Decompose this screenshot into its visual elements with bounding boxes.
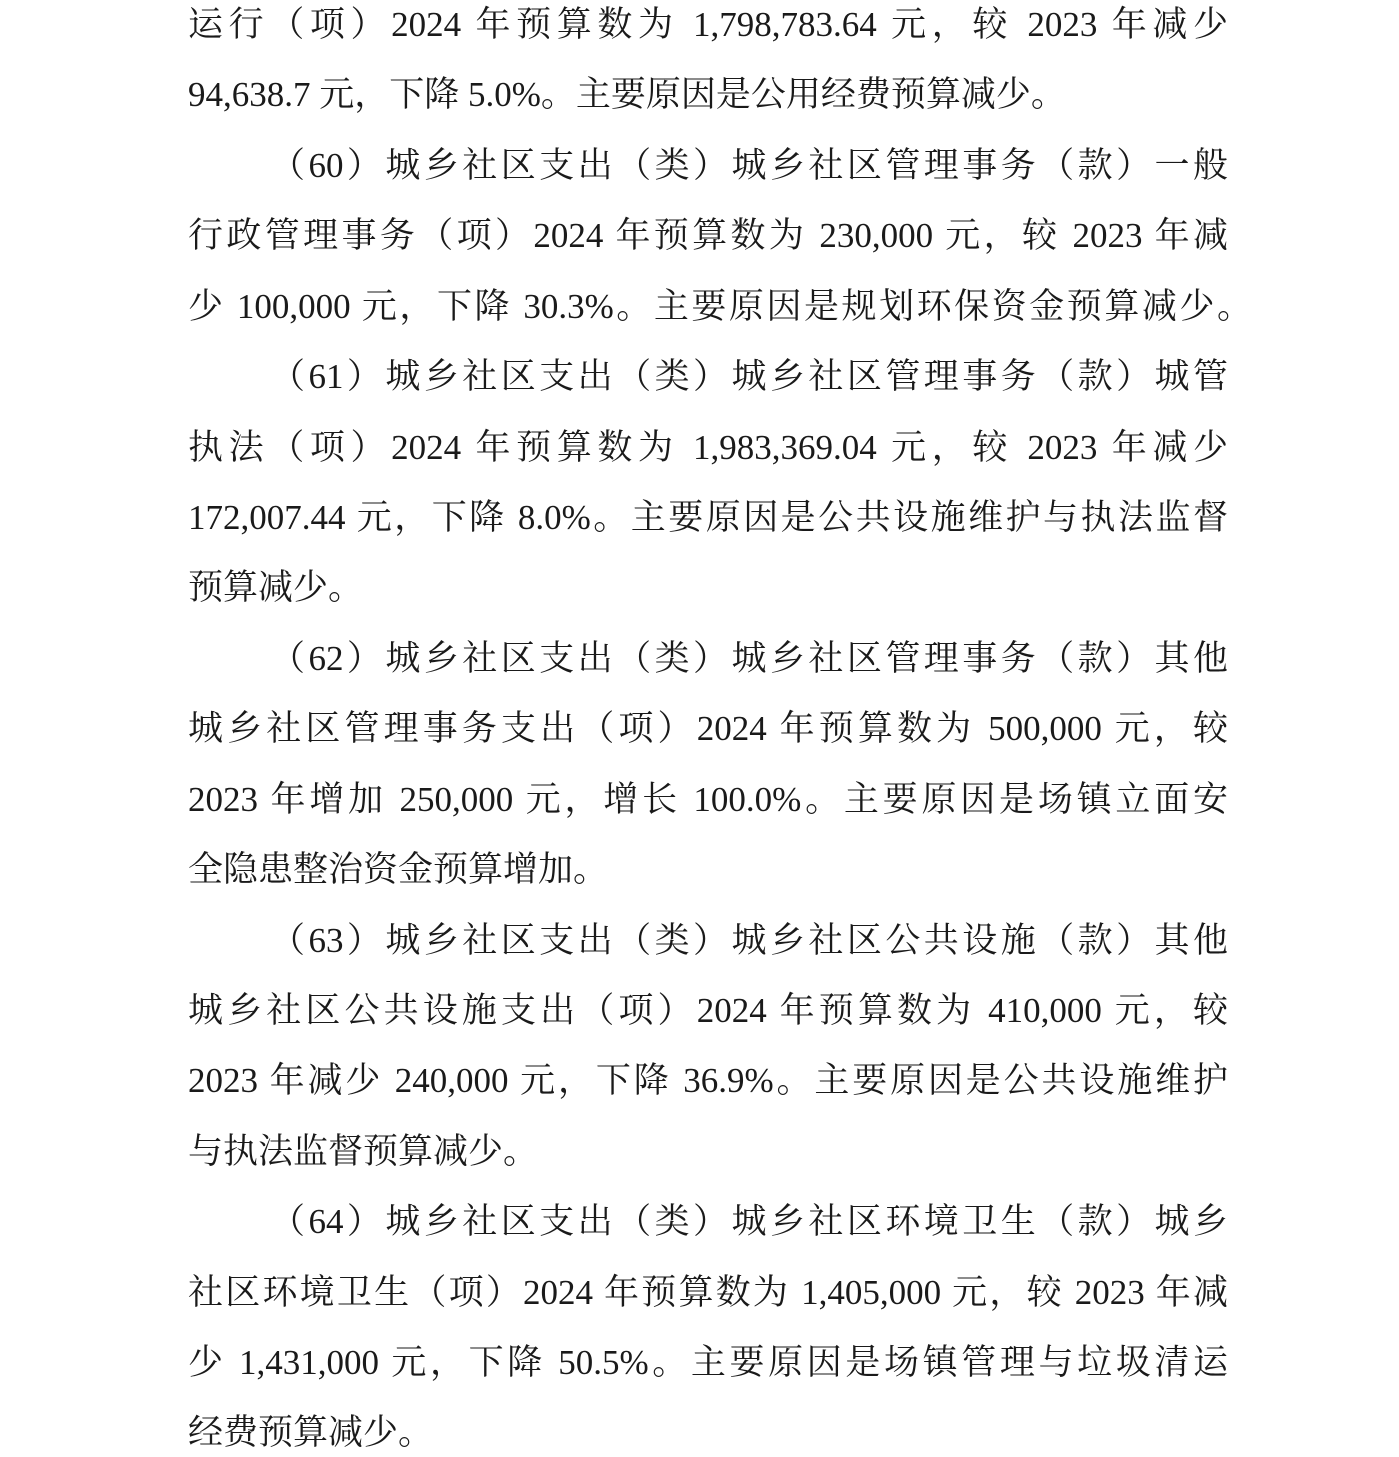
paragraph-64-line-2: 社区环境卫生（项）2024 年预算数为 1,405,000 元，较 2023 年减 <box>188 1273 1228 1312</box>
paragraph-63-line-2: 城乡社区公共设施支出（项）2024 年预算数为 410,000 元，较 <box>188 991 1228 1030</box>
paragraph-64-line-4: 经费预算减少。 <box>188 1413 434 1452</box>
paragraph-64-line-1: （64）城乡社区支出（类）城乡社区环境卫生（款）城乡 <box>270 1202 1228 1241</box>
paragraph-60-line-1: （60）城乡社区支出（类）城乡社区管理事务（款）一般 <box>270 146 1228 185</box>
paragraph-59-line-1: 运行（项）2024 年预算数为 1,798,783.64 元，较 2023 年减少 <box>188 5 1228 44</box>
paragraph-61-line-3: 172,007.44 元，下降 8.0%。主要原因是公共设施维护与执法监督 <box>188 498 1228 537</box>
paragraph-63-line-3: 2023 年减少 240,000 元，下降 36.9%。主要原因是公共设施维护 <box>188 1061 1228 1100</box>
paragraph-60-line-2: 行政管理事务（项）2024 年预算数为 230,000 元，较 2023 年减 <box>188 216 1228 255</box>
paragraph-60-line-3: 少 100,000 元，下降 30.3%。主要原因是规划环保资金预算减少。 <box>188 287 1252 326</box>
paragraph-61-line-2: 执法（项）2024 年预算数为 1,983,369.04 元，较 2023 年减少 <box>188 428 1228 467</box>
paragraph-62-line-4: 全隐患整治资金预算增加。 <box>188 850 609 889</box>
paragraph-64-line-3: 少 1,431,000 元，下降 50.5%。主要原因是场镇管理与垃圾清运 <box>188 1343 1228 1382</box>
paragraph-62-line-2: 城乡社区管理事务支出（项）2024 年预算数为 500,000 元，较 <box>188 709 1228 748</box>
paragraph-61-line-1: （61）城乡社区支出（类）城乡社区管理事务（款）城管 <box>270 357 1228 396</box>
paragraph-63-line-4: 与执法监督预算减少。 <box>188 1132 539 1171</box>
paragraph-62-line-3: 2023 年增加 250,000 元，增长 100.0%。主要原因是场镇立面安 <box>188 780 1228 819</box>
paragraph-63-line-1: （63）城乡社区支出（类）城乡社区公共设施（款）其他 <box>270 921 1228 960</box>
paragraph-59-line-2: 94,638.7 元，下降 5.0%。主要原因是公用经费预算减少。 <box>188 75 1066 114</box>
paragraph-62-line-1: （62）城乡社区支出（类）城乡社区管理事务（款）其他 <box>270 639 1228 678</box>
paragraph-61-line-4: 预算减少。 <box>188 568 364 607</box>
